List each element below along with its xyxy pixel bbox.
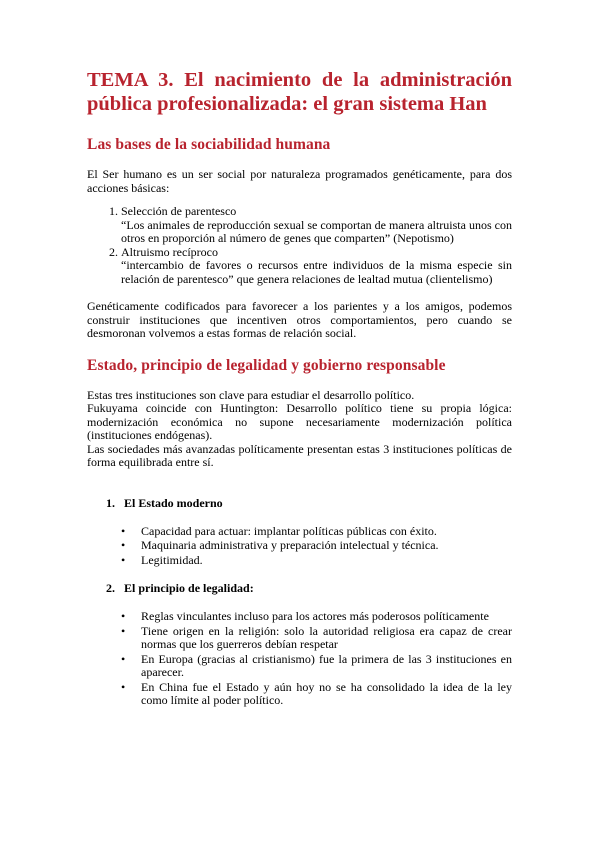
bullet-icon: • <box>121 523 126 538</box>
bullet-icon: • <box>121 609 126 623</box>
section1-intro: El Ser humano es un ser social por naturaleza programados genéticamente, para dos acciones básicas: <box>87 167 512 195</box>
bullet-icon: • <box>121 552 126 567</box>
bullet-icon: • <box>121 651 126 666</box>
section2-para2: Fukuyama coincide con Huntington: Desarrollo político tiene su propia lógica: modernización económica no supone necesariamente modernización política (instituciones endógenas). <box>87 401 512 442</box>
subheading-principio-legalidad <box>106 581 512 596</box>
subheading-number: 1. <box>106 495 115 510</box>
list-item-text: “Los animales de reproducción sexual se comportan de manera altruista unos con otros en proporción al número de genes que comparten” (Nepotismo) <box>121 217 512 245</box>
list-item <box>121 205 512 246</box>
document-title: TEMA 3. El nacimiento de la administración pública profesionalizada: el gran sistema Han <box>87 69 512 115</box>
section2-para3: Las sociedades más avanzadas políticamente presentan estas 3 instituciones políticas de forma equilibrada entre sí. <box>87 441 512 469</box>
list-item-label: Selección de parentesco <box>121 204 237 218</box>
section2-para1: Estas tres instituciones son clave para estudiar el desarrollo político. <box>87 387 415 402</box>
list-item-text: Maquinaria administrativa y preparación intelectual y técnica. <box>141 538 439 552</box>
list-item-text: Tiene origen en la religión: solo la autoridad religiosa era capaz de crear normas que los guerreros debían respetar <box>141 623 512 651</box>
subheading-text: El Estado moderno <box>124 495 223 510</box>
list-item-text: En China fue el Estado y aún hoy no se ha consolidado la idea de la ley como límite al poder político. <box>141 679 512 707</box>
list-item-label: Altruismo recíproco <box>121 244 218 259</box>
section1-closing: Genéticamente codificados para favorecer a los parientes y a los amigos, podemos construir instituciones que incentiven otros comportamientos, pero cuando se desmoronan volvemos a estas formas de relación social. <box>87 299 512 340</box>
list-item <box>121 609 512 624</box>
section1-list <box>87 205 512 286</box>
subheading-number: 2. <box>106 581 115 595</box>
principio-legalidad-list <box>87 610 512 708</box>
list-item <box>121 246 512 287</box>
bullet-icon: • <box>121 679 126 694</box>
list-item-text: Capacidad para actuar: implantar políticas públicas con éxito. <box>141 523 437 538</box>
list-item <box>121 651 512 680</box>
list-item-text: Legitimidad. <box>141 552 203 567</box>
list-item <box>121 523 512 539</box>
section-heading-estado: Estado, principio de legalidad y gobierno responsable <box>87 356 446 374</box>
list-item <box>121 552 512 568</box>
list-item-text: En Europa (gracias al cristianismo) fue la primera de las 3 instituciones en aparecer. <box>141 651 512 679</box>
bullet-icon: • <box>121 623 126 638</box>
subheading-text: El principio de legalidad: <box>124 581 254 595</box>
subheading-estado-moderno <box>106 496 512 511</box>
list-item <box>121 679 512 708</box>
bullet-icon: • <box>121 538 126 552</box>
list-item <box>121 538 512 553</box>
section-heading-sociabilidad: Las bases de la sociabilidad humana <box>87 136 331 153</box>
list-item-text: Reglas vinculantes incluso para los actores más poderosos políticamente <box>141 609 489 623</box>
list-item <box>121 623 512 652</box>
list-item-text: “intercambio de favores o recursos entre individuos de la misma especie sin relación de parentesco” que genera relaciones de lealtad mutua (clientelismo) <box>121 258 512 286</box>
estado-moderno-list <box>87 525 512 568</box>
